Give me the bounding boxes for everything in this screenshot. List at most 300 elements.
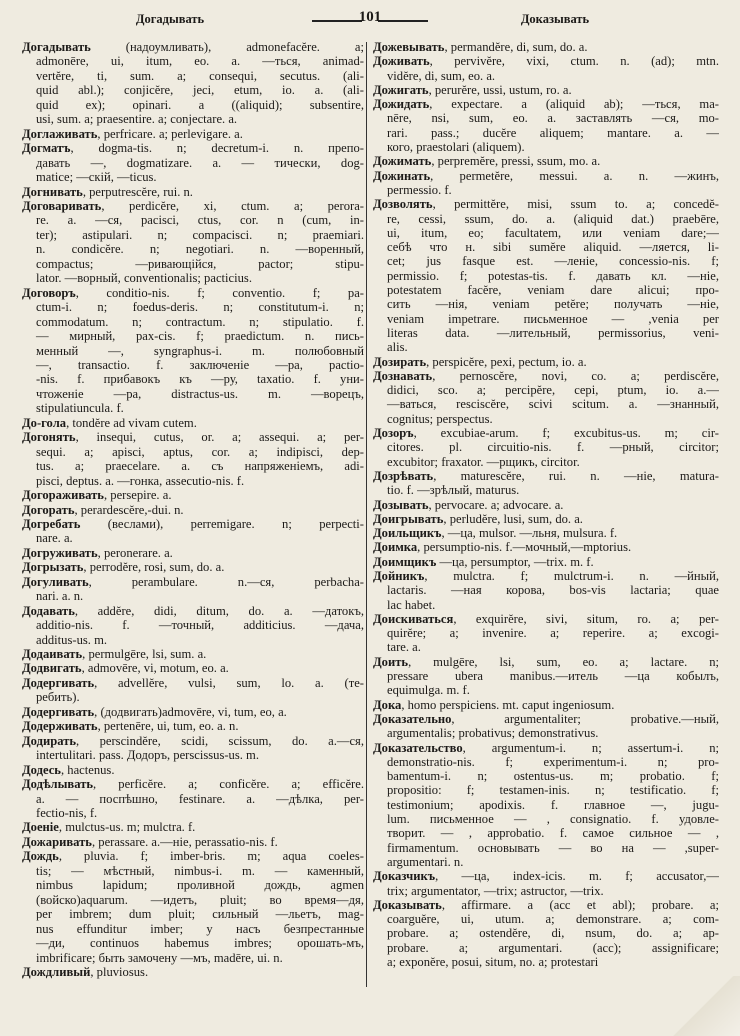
entry-continuation-line bbox=[373, 683, 719, 697]
definition-text: re. a. —ся, pacisci, ctus, cor. n (cum, in- bbox=[36, 213, 364, 228]
definition-text: , perscindĕre, scidi, scissum, do. a.—ся, bbox=[76, 733, 364, 748]
dictionary-entry bbox=[22, 286, 364, 416]
entry-continuation-line bbox=[373, 783, 719, 797]
entry-first-line bbox=[373, 741, 719, 755]
entry-continuation-line bbox=[373, 855, 719, 869]
definition-text: nare. a. bbox=[36, 531, 73, 546]
definition-text: , maturescĕre, rui. n. —ніе, matura- bbox=[433, 468, 719, 483]
right-column bbox=[373, 40, 719, 969]
definition-text: , admovēre, vi, motum, eo. a. bbox=[81, 661, 229, 676]
entry-first-line bbox=[22, 141, 364, 155]
dictionary-entry bbox=[22, 647, 364, 661]
definition-text: lac habet. bbox=[387, 597, 436, 612]
entry-continuation-line bbox=[373, 412, 719, 426]
headword: Доказательно bbox=[373, 711, 452, 726]
entry-continuation-line bbox=[373, 812, 719, 826]
entry-continuation-line bbox=[373, 240, 719, 254]
definition-text: давать —, dogmatizare. a. — тически, dog- bbox=[36, 155, 364, 170]
definition-text: , advellĕre, vulsi, sum, lo. a. (те- bbox=[94, 675, 364, 690]
entry-first-line bbox=[22, 575, 364, 589]
dictionary-entry bbox=[22, 503, 364, 517]
headword: Додавать bbox=[22, 603, 75, 618]
entry-first-line bbox=[373, 426, 719, 440]
dictionary-entry bbox=[22, 416, 364, 430]
definition-text: propositio: f; testamen-inis. n; testificatio. f; bbox=[387, 783, 719, 798]
headword: Дойникъ bbox=[373, 568, 425, 583]
entry-first-line bbox=[22, 560, 364, 574]
entry-continuation-line bbox=[22, 748, 364, 762]
entry-continuation-line bbox=[373, 798, 719, 812]
entry-first-line bbox=[373, 97, 719, 111]
headword: Доигрывать bbox=[373, 511, 444, 526]
entry-first-line bbox=[373, 612, 719, 626]
definition-text: чтоженіе —ра, distractus-us. m. —ворецъ, bbox=[36, 386, 364, 401]
definition-text: (веслами), perremigare. n; perpecti- bbox=[80, 516, 364, 531]
headword: Дожаривать bbox=[22, 834, 92, 849]
dictionary-entry bbox=[373, 712, 719, 741]
definition-text: , hactenus. bbox=[60, 762, 115, 777]
entry-continuation-line bbox=[373, 640, 719, 654]
entry-first-line bbox=[22, 199, 364, 213]
entry-continuation-line bbox=[373, 826, 719, 840]
dictionary-entry bbox=[22, 546, 364, 560]
definition-text: nimbus lapidum; проливной дождь, agmen bbox=[36, 878, 364, 893]
definition-text: , perrodĕre, rosi, sum, do. a. bbox=[83, 560, 225, 575]
definition-text: n. condicĕre. n; negotiari. n. —воренный, bbox=[36, 242, 364, 257]
dictionary-entry bbox=[373, 698, 719, 712]
dictionary-entry bbox=[373, 469, 719, 498]
dictionary-entry bbox=[373, 169, 719, 198]
definition-text: admonēre, ui, itum, eo. a. —ться, animad- bbox=[36, 54, 364, 69]
definition-text: , expectare. a (aliquid ab); —ться, ma- bbox=[429, 97, 719, 112]
entry-continuation-line bbox=[373, 340, 719, 354]
dictionary-entry bbox=[22, 40, 364, 127]
entry-continuation-line bbox=[22, 315, 364, 329]
definition-text: , mulctra. f; mulctrum-i. n. —йный, bbox=[424, 568, 719, 583]
definition-text: lum. письменное — , consignatio. f. удовле- bbox=[387, 812, 719, 827]
definition-text: , permandĕre, di, sum, do. a. bbox=[444, 40, 588, 54]
dictionary-entry bbox=[22, 185, 364, 199]
entry-continuation-line bbox=[373, 140, 719, 154]
definition-text: probare. a; ostendĕre, di, nsum, do. a; ap- bbox=[387, 926, 719, 941]
dictionary-entry bbox=[373, 741, 719, 870]
definition-text: vertĕre, ti, sum. a; consequi, secutus. (ali- bbox=[36, 68, 364, 83]
headword: Договаривать bbox=[22, 198, 102, 213]
headword: Догребать bbox=[22, 516, 81, 531]
definition-text: , pernoscĕre, novi, co. a; perdiscĕre, bbox=[432, 368, 719, 383]
headword: Догонять bbox=[22, 430, 76, 445]
headword: Дожимать bbox=[373, 154, 432, 169]
left-column bbox=[22, 40, 364, 979]
dictionary-entry bbox=[373, 526, 719, 540]
entry-first-line bbox=[373, 355, 719, 369]
entry-continuation-line bbox=[22, 633, 364, 647]
definition-text: argumentari. n. bbox=[387, 854, 464, 869]
headword: Доимщикъ bbox=[373, 554, 437, 569]
definition-text: firmamentum. основывать — во на — ,super- bbox=[387, 840, 719, 855]
entry-continuation-line bbox=[22, 257, 364, 271]
entry-continuation-line bbox=[373, 726, 719, 740]
definition-text: rari. pass.; ducĕre aliquem; mantare. a. — bbox=[387, 125, 719, 140]
headword: Дожигать bbox=[373, 82, 429, 97]
entry-continuation-line bbox=[22, 69, 364, 83]
definition-text: , perfricare. a; perlevigare. a. bbox=[97, 126, 243, 141]
entry-first-line bbox=[22, 647, 364, 661]
headword: Догадывать bbox=[22, 40, 91, 54]
definition-text: potestatem facĕre, veniam dare alicui; про- bbox=[387, 283, 719, 298]
definition-text: citores. pl. circuitio-nis. f. —рный, circitor; bbox=[387, 440, 719, 455]
entry-first-line bbox=[22, 286, 364, 300]
definition-text: , conditio-nis. f; conventio. f; pa- bbox=[75, 285, 364, 300]
entry-first-line bbox=[373, 197, 719, 211]
definition-text: , perputrescĕre, rui. n. bbox=[82, 184, 193, 199]
dictionary-entry bbox=[373, 40, 719, 54]
definition-text: , excubiae-arum. f; excubitus-us. m; cir- bbox=[413, 426, 719, 441]
definition-text: a; exponĕre, posui, situm, no. a; protestari bbox=[387, 955, 599, 969]
definition-text: alis. bbox=[387, 340, 408, 355]
definition-text: per imbrem; dum pluit; сильный —льетъ, mag- bbox=[36, 907, 364, 922]
entry-continuation-line bbox=[22, 589, 364, 603]
definition-text: coarguĕre, ui, utum. a; demonstrare. a; com- bbox=[387, 912, 719, 927]
entry-continuation-line bbox=[22, 907, 364, 921]
definition-text: usi, sum. a; praesentire. a; conjectare. a. bbox=[36, 112, 238, 127]
entry-first-line bbox=[373, 555, 719, 569]
entry-continuation-line bbox=[373, 669, 719, 683]
entry-continuation-line bbox=[22, 344, 364, 358]
dictionary-entry bbox=[373, 355, 719, 369]
entry-continuation-line bbox=[22, 401, 364, 415]
headword: До-гола bbox=[22, 415, 67, 430]
definition-text: cet; jus fasque est. —леніе, concessio-nis. f; bbox=[387, 254, 719, 269]
entry-continuation-line bbox=[22, 329, 364, 343]
dictionary-entry bbox=[22, 849, 364, 965]
definition-text: сить —нія, veniam petĕre; получать —ніе, bbox=[387, 297, 719, 312]
definition-text: intertulitari. pass. Додоръ, perscissus-us. m. bbox=[36, 748, 259, 763]
definition-text: didici, sco. a; percipĕre, cepi, ptum, io. a.— bbox=[387, 383, 719, 398]
headword: Догматъ bbox=[22, 141, 71, 156]
entry-continuation-line bbox=[373, 755, 719, 769]
definition-text: , exquirĕre, sivi, situm, ro. a; per- bbox=[453, 611, 719, 626]
entry-continuation-line bbox=[373, 769, 719, 783]
headword: Догуливать bbox=[22, 574, 89, 589]
headword: Доживать bbox=[373, 54, 430, 69]
definition-text: , tondĕre ad vivam cutem. bbox=[66, 415, 197, 430]
definition-text: , mulgēre, lsi, sum, eo. a; lactare. n; bbox=[408, 654, 719, 669]
dictionary-entry bbox=[22, 127, 364, 141]
definition-text: , perdicĕre, xi, ctum. a; perora- bbox=[101, 198, 364, 213]
headword: Дока bbox=[373, 697, 402, 712]
dictionary-entry bbox=[22, 965, 364, 979]
headword: Дождь bbox=[22, 849, 59, 864]
entry-continuation-line bbox=[373, 297, 719, 311]
dictionary-entry bbox=[373, 498, 719, 512]
entry-continuation-line bbox=[22, 242, 364, 256]
definition-text: , perspicĕre, pexi, pectum, io. a. bbox=[426, 354, 587, 369]
headword: Доеніе bbox=[22, 820, 59, 835]
dictionary-entry bbox=[22, 705, 364, 719]
entry-first-line bbox=[373, 898, 719, 912]
headword: Додергивать bbox=[22, 704, 95, 719]
entry-continuation-line bbox=[22, 459, 364, 473]
entry-continuation-line bbox=[373, 626, 719, 640]
definition-text: literas data. —лительный, permissorius, veni- bbox=[387, 325, 719, 340]
headword: Доискиваться bbox=[373, 611, 454, 626]
headword: Додерживать bbox=[22, 719, 98, 734]
entry-continuation-line bbox=[22, 112, 364, 126]
definition-text: demonstratio-nis. f; experimentum-i. n; pro- bbox=[387, 754, 719, 769]
definition-text: argumentalis; probativus; demonstrativus. bbox=[387, 726, 599, 741]
entry-continuation-line bbox=[373, 841, 719, 855]
definition-text: probare. a; argumentari. (acc); assignificare; bbox=[387, 940, 719, 955]
definition-text: , pertenēre, ui, tum, eo. a. n. bbox=[97, 719, 239, 734]
definition-text: additio-nis. f. —точный, additicius. —дача, bbox=[36, 618, 364, 633]
entry-continuation-line bbox=[22, 474, 364, 488]
headword: Додѣлывать bbox=[22, 777, 94, 792]
entry-continuation-line bbox=[22, 387, 364, 401]
entry-continuation-line bbox=[373, 283, 719, 297]
entry-continuation-line bbox=[373, 111, 719, 125]
dictionary-entry bbox=[22, 488, 364, 502]
headword: Доильщикъ bbox=[373, 526, 442, 541]
dictionary-entry bbox=[22, 734, 364, 763]
definition-text: vidĕre, di, sum, eo. a. bbox=[387, 68, 496, 83]
entry-continuation-line bbox=[373, 598, 719, 612]
entry-continuation-line bbox=[373, 226, 719, 240]
entry-continuation-line bbox=[22, 878, 364, 892]
headword: Доглаживать bbox=[22, 126, 98, 141]
entry-first-line bbox=[373, 83, 719, 97]
headword: Дожевывать bbox=[373, 40, 445, 54]
dictionary-entry bbox=[373, 97, 719, 154]
entry-continuation-line bbox=[373, 254, 719, 268]
entry-first-line bbox=[373, 169, 719, 183]
entry-first-line bbox=[373, 526, 719, 540]
entry-first-line bbox=[22, 835, 364, 849]
dictionary-entry bbox=[373, 369, 719, 426]
definition-text: — мирный, pax-cis. f; praedictum. n. пись- bbox=[36, 329, 364, 344]
running-head-right: Доказывать bbox=[520, 12, 590, 26]
entry-first-line bbox=[22, 661, 364, 675]
dictionary-entry bbox=[373, 898, 719, 969]
definition-text: nus effunditur imber; у насъ безпрестанные bbox=[36, 921, 364, 936]
entry-first-line bbox=[373, 498, 719, 512]
headword: Дозволять bbox=[373, 197, 433, 212]
entry-continuation-line bbox=[373, 269, 719, 283]
entry-first-line bbox=[22, 416, 364, 430]
entry-first-line bbox=[22, 517, 364, 531]
headword: Додаивать bbox=[22, 647, 83, 662]
entry-continuation-line bbox=[22, 271, 364, 285]
dictionary-entry bbox=[373, 512, 719, 526]
definition-text: (надоумливать), admonefacĕre. a; bbox=[90, 40, 364, 54]
entry-continuation-line bbox=[22, 922, 364, 936]
entry-continuation-line bbox=[373, 126, 719, 140]
definition-text: , perurĕre, ussi, ustum, ro. a. bbox=[428, 82, 572, 97]
entry-first-line bbox=[373, 154, 719, 168]
headword: Дожидать bbox=[373, 97, 430, 112]
definition-text: , persepire. a. bbox=[103, 488, 172, 503]
headword: Дозирать bbox=[373, 354, 427, 369]
definition-text: , permittĕre, misi, ssum to. a; concedĕ- bbox=[432, 197, 719, 212]
definition-text: lactaris. —ная корова, bos-vis lactaria; quae bbox=[387, 583, 719, 598]
definition-text: менный —, syngraphus-i. m. полюбовный bbox=[36, 343, 364, 358]
entry-continuation-line bbox=[373, 926, 719, 940]
entry-continuation-line bbox=[22, 358, 364, 372]
definition-text: veniam impetrare. письменное — ,venia per bbox=[387, 311, 719, 326]
definition-text: quirĕre; a; invenire. a; reperire. a; excogi- bbox=[387, 626, 719, 641]
dictionary-entry bbox=[22, 676, 364, 705]
entry-first-line bbox=[22, 546, 364, 560]
dictionary-entry bbox=[22, 517, 364, 546]
headword: Доказчикъ bbox=[373, 869, 436, 884]
dictionary-entry bbox=[22, 199, 364, 286]
definition-text: , pervocare. a; advocare. a. bbox=[428, 497, 564, 512]
definition-text: (войско)aquarum. —идетъ, pluit; во время—дя, bbox=[36, 892, 364, 907]
definition-text: commodatum. n; contractum. n; stipulatio. f. bbox=[36, 314, 364, 329]
definition-text: , (додвигать)admovēre, vi, tum, eo, a. bbox=[94, 704, 287, 719]
entry-continuation-line bbox=[373, 941, 719, 955]
column-divider bbox=[366, 42, 367, 987]
definition-text: творит. — , approbatio. f. самое сильное — , bbox=[387, 826, 719, 841]
dictionary-entry bbox=[373, 612, 719, 655]
entry-continuation-line bbox=[22, 228, 364, 242]
entry-continuation-line bbox=[22, 170, 364, 184]
entry-first-line bbox=[22, 430, 364, 444]
definition-text: nari. a. n. bbox=[36, 589, 84, 604]
definition-text: nēre, nsi, sum, eo. a. заставлять —ся, mo- bbox=[387, 111, 719, 126]
entry-continuation-line bbox=[373, 212, 719, 226]
dictionary-entry bbox=[22, 141, 364, 184]
definition-text: a. — поспѣшно, festinare. a. —дѣлка, per- bbox=[36, 791, 364, 806]
headword: Дознавать bbox=[373, 368, 433, 383]
definition-text: , mulctus-us. m; mulctra. f. bbox=[58, 820, 196, 835]
running-head-left: Догадывать bbox=[135, 12, 205, 26]
headword: Доимка bbox=[373, 540, 418, 555]
definition-text: compactus; —ривающійся, pactor; stipu- bbox=[36, 256, 364, 271]
dictionary-entry bbox=[22, 820, 364, 834]
headword: Доить bbox=[373, 654, 409, 669]
entry-first-line bbox=[373, 569, 719, 583]
definition-text: stipulatiuncula. f. bbox=[36, 401, 124, 416]
definition-text: tio. f. —зрѣлый, maturus. bbox=[387, 483, 520, 498]
entry-continuation-line bbox=[22, 936, 364, 950]
entry-continuation-line bbox=[373, 583, 719, 597]
entry-continuation-line bbox=[373, 326, 719, 340]
entry-first-line bbox=[22, 849, 364, 863]
dictionary-entry bbox=[373, 569, 719, 612]
definition-text: sequi. a; apisci, aptus, cor. a; indipisci, dep- bbox=[36, 444, 364, 459]
dictionary-entry bbox=[373, 540, 719, 554]
entry-continuation-line bbox=[373, 912, 719, 926]
definition-text: , dogma-tis. n; decretum-i. n. препо- bbox=[70, 141, 364, 156]
entry-first-line bbox=[373, 469, 719, 483]
definition-text: ter); astipulari. n; compacisci. n; praemiari. bbox=[36, 227, 364, 242]
definition-text: , permulgēre, lsi, sum. a. bbox=[82, 647, 207, 662]
definition-text: -nis. f. прибавокъ къ —ру, taxatio. f. уни- bbox=[36, 372, 364, 387]
entry-continuation-line bbox=[22, 618, 364, 632]
dictionary-entry bbox=[373, 154, 719, 168]
definition-text: excubitor; fraxator. —рщикъ, circitor. bbox=[387, 454, 580, 469]
entry-continuation-line bbox=[22, 531, 364, 545]
headword: Дожинать bbox=[373, 168, 431, 183]
headword: Дозоръ bbox=[373, 426, 414, 441]
headword: Догнивать bbox=[22, 184, 83, 199]
dictionary-entry bbox=[22, 661, 364, 675]
headword: Дозрѣвать bbox=[373, 468, 434, 483]
dictionary-entry bbox=[22, 763, 364, 777]
definition-text: , perpremĕre, pressi, ssum, mo. a. bbox=[431, 154, 601, 169]
definition-text: tis; — мѣстный, nimbus-i. m. — каменный, bbox=[36, 863, 364, 878]
definition-text: , affirmare. a (acc et abl); probare. a; bbox=[441, 897, 719, 912]
headword: Додергивать bbox=[22, 675, 95, 690]
entry-continuation-line bbox=[373, 955, 719, 969]
definition-text: tus. a; praecelare. a. съ напряженіемъ, adi- bbox=[36, 459, 364, 474]
definition-text: , persumptio-nis. f.—мочный,—mptorius. bbox=[417, 540, 632, 555]
definition-text: ui, itum, eo; facultatem, или veniam dare;— bbox=[387, 225, 719, 240]
dictionary-entry bbox=[22, 719, 364, 733]
dictionary-entry bbox=[22, 430, 364, 488]
entry-first-line bbox=[373, 54, 719, 68]
entry-first-line bbox=[373, 712, 719, 726]
page-curl bbox=[650, 976, 740, 1036]
entry-first-line bbox=[22, 127, 364, 141]
entry-first-line bbox=[22, 820, 364, 834]
entry-continuation-line bbox=[373, 69, 719, 83]
entry-continuation-line bbox=[22, 690, 364, 704]
definition-text: , peronerare. a. bbox=[97, 545, 173, 560]
entry-continuation-line bbox=[22, 951, 364, 965]
entry-continuation-line bbox=[22, 54, 364, 68]
definition-text: —, transactio. f. заключеніе —ра, pactio- bbox=[36, 357, 364, 372]
definition-text: , pervivĕre, vixi, ctum. n. (ad); mtn. bbox=[429, 54, 719, 69]
definition-text: equimulga. m. f. bbox=[387, 683, 470, 698]
entry-first-line bbox=[22, 604, 364, 618]
definition-text: , addĕre, didi, ditum, do. a. —датокъ, bbox=[74, 603, 364, 618]
entry-continuation-line bbox=[373, 884, 719, 898]
headword: Дозывать bbox=[373, 497, 429, 512]
definition-text: imbrificare; быть замочену —мъ, madēre, ui. n. bbox=[36, 950, 283, 965]
dictionary-entry bbox=[22, 604, 364, 647]
entry-continuation-line bbox=[22, 98, 364, 112]
dictionary-entry bbox=[22, 777, 364, 820]
dictionary-entry bbox=[22, 575, 364, 604]
entry-continuation-line bbox=[373, 383, 719, 397]
definition-text: , perardescĕre,-dui. n. bbox=[74, 502, 184, 517]
dictionary-entry bbox=[373, 426, 719, 469]
definition-text: себѣ что н. sibi sumĕre aliquid. —ляется, li- bbox=[387, 240, 719, 255]
definition-text: permessio. f. bbox=[387, 182, 452, 197]
headword: Договоръ bbox=[22, 285, 76, 300]
entry-first-line bbox=[22, 488, 364, 502]
definition-text: ребить). bbox=[36, 690, 80, 705]
definition-text: pressare ubera manibus.—итель —ца кобылъ, bbox=[387, 669, 719, 684]
dictionary-entry bbox=[22, 835, 364, 849]
definition-text: cognitus; perspectus. bbox=[387, 411, 493, 426]
definition-text: —ди, continuos habemus imbres; орошать-мъ, bbox=[36, 936, 364, 951]
entry-first-line bbox=[22, 719, 364, 733]
page-number: 101 bbox=[358, 9, 382, 25]
dictionary-entry bbox=[373, 869, 719, 898]
entry-continuation-line bbox=[22, 83, 364, 97]
definition-text: кого, praestolari (aliquem). bbox=[387, 140, 525, 155]
entry-first-line bbox=[22, 777, 364, 791]
definition-text: , perassare. a.—ніе, perassatio-nis. f. bbox=[91, 834, 278, 849]
definition-text: tare. a. bbox=[387, 640, 421, 655]
entry-continuation-line bbox=[22, 213, 364, 227]
dictionary-entry bbox=[373, 54, 719, 83]
definition-text: , pluvia. f; imber-bris. m; aqua coeles- bbox=[58, 849, 364, 864]
entry-first-line bbox=[22, 185, 364, 199]
